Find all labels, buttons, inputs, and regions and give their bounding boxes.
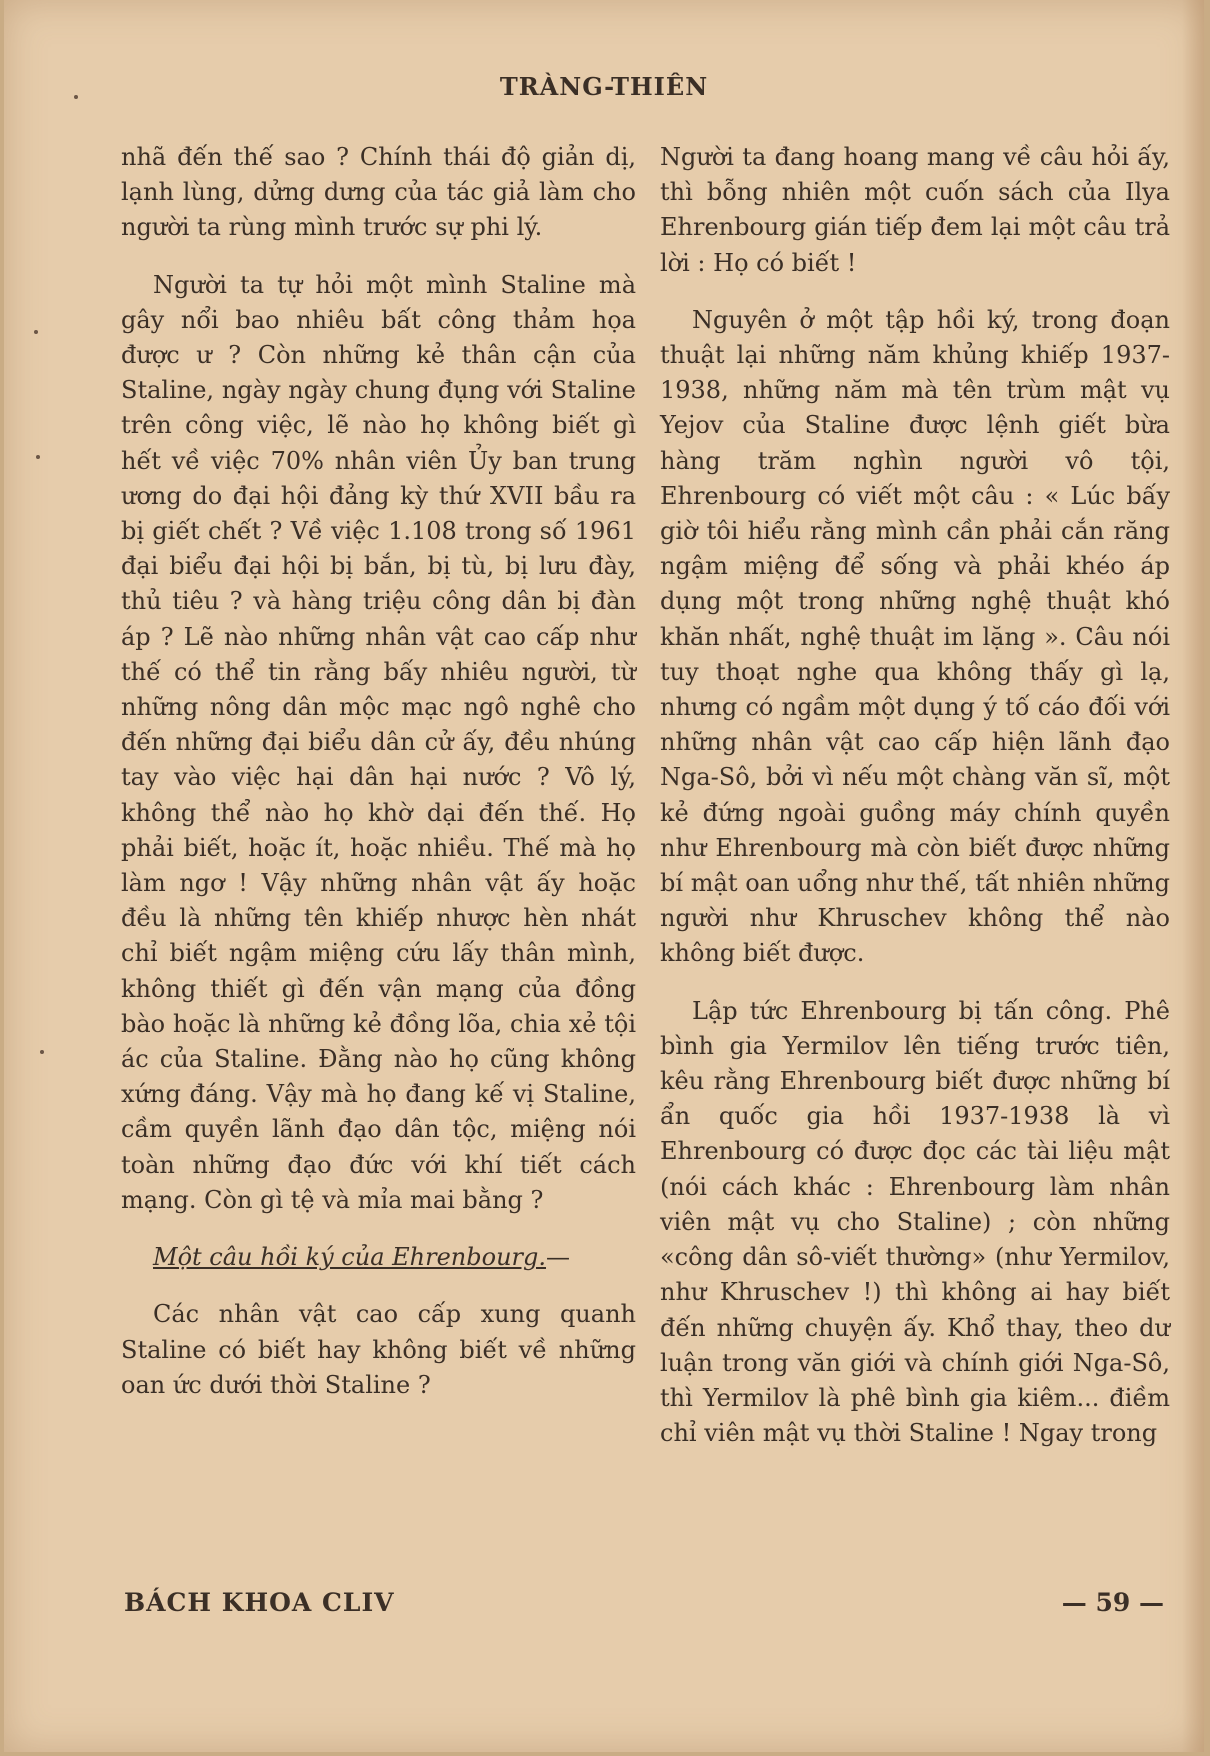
section-heading-text: Một câu hồi ký của Ehrenbourg.: [153, 1243, 546, 1272]
running-title: TRÀNG-THIÊN: [499, 72, 709, 101]
left-paragraph-2: Người ta tự hỏi một mình Staline mà gây nổi bao nhiêu bất công thảm họa được ư ? Còn những kẻ thân cận của Staline, ngày ngày chung đụng với Staline trên công việc, lẽ nào họ không biết gì hết về việc 70% nhân viên Ủy ban trung ương do đại hội đảng kỳ thứ XVII bầu ra bị giết chết ? Về việc 1.108 trong số 1961 đại biểu đại hội bị bắn, bị tù, bị lưu đày, thủ tiêu ? và hàng triệu công dân bị đàn áp ? Lẽ nào những nhân vật cao cấp như thế có thể tin rằng bấy nhiêu người, từ những nông dân mộc mạc ngô nghê cho đến những đại biểu dân cử ấy, đều nhúng tay vào việc hại dân hại nước ? Vô lý, không thể nào họ khờ dại đến thế. Họ phải biết, hoặc ít, hoặc nhiều. Thế mà họ làm ngơ ! Vậy những nhân vật ấy hoặc đều là những tên khiếp nhược hèn nhát chỉ biết ngậm miệng cứu lấy thân mình, không thiết gì đến vận mạng của đồng bào hoặc là những kẻ đồng lõa, chia xẻ tội ác của Staline. Đằng nào họ cũng không xứng đáng. Vậy mà họ đang kế vị Staline, cầm quyền lãnh đạo dân tộc, miệng nói toàn những đạo đức với khí tiết cách mạng. Còn gì tệ và mỉa mai bằng ?: [121, 270, 636, 1214]
paper-speck: [40, 1050, 44, 1054]
left-paragraph-3: Các nhân vật cao cấp xung quanh Staline có biết hay không biết về những oan ức dưới thời Staline ?: [121, 1300, 636, 1399]
paper-speck: [74, 95, 78, 99]
document-page: [4, 0, 1204, 1752]
page-number: — 59 —: [1061, 1588, 1164, 1617]
paper-speck: [34, 330, 38, 334]
left-paragraph-1: nhã đến thế sao ? Chính thái độ giản dị, lạnh lùng, dửng dưng của tác giả làm cho người ta rùng mình trước sự phi lý.: [121, 143, 636, 242]
paper-speck: [36, 455, 40, 459]
right-column: [660, 140, 1170, 1473]
section-heading: [121, 1240, 636, 1275]
section-heading-dash: —: [546, 1243, 570, 1272]
publication-name: BÁCH KHOA CLIV: [124, 1588, 395, 1617]
right-paragraph-2: Nguyên ở một tập hồi ký, trong đoạn thuật lại những năm khủng khiếp 1937-1938, những năm mà tên trùm mật vụ Yejov của Staline được lệnh giết bừa hàng trăm nghìn người vô tội, Ehrenbourg có viết một câu : « Lúc bấy giờ tôi hiểu rằng mình cần phải cắn răng ngậm miệng để sống và phải khéo áp dụng một trong những nghệ thuật khó khăn nhất, nghệ thuật im lặng ». Câu nói tuy thoạt nghe qua không thấy gì lạ, nhưng có ngầm một dụng ý tố cáo đối với những nhân vật cao cấp hiện lãnh đạo Nga-Sô, bởi vì nếu một chàng văn sĩ, một kẻ đứng ngoài guồng máy chính quyền như Ehrenbourg mà còn biết được những bí mật oan uổng như thế, tất nhiên những người như Khruschev không thể nào không biết được.: [660, 305, 1170, 968]
right-paragraph-1: Người ta đang hoang mang về câu hỏi ấy, thì bỗng nhiên một cuốn sách của Ilya Ehrenbourg gián tiếp đem lại một câu trả lời : Họ có biết !: [660, 143, 1170, 277]
right-paragraph-3: Lập tức Ehrenbourg bị tấn công. Phê bình gia Yermilov lên tiếng trước tiên, kêu rằng Ehrenbourg biết được những bí ẩn quốc gia hồi 1937-1938 là vì Ehrenbourg có được đọc các tài liệu mật (nói cách khác : Ehrenbourg làm nhân viên mật vụ cho Staline) ; còn những «công dân sô-viết thường» (như Yermilov, như Khruschev !) thì không ai hay biết đến những chuyện ấy. Khổ thay, theo dư luận trong văn giới và chính giới Nga-Sô, thì Yermilov là phê bình gia kiêm... điềm chỉ viên mật vụ thời Staline ! Ngay trong: [660, 996, 1170, 1448]
left-column: [121, 140, 636, 1425]
